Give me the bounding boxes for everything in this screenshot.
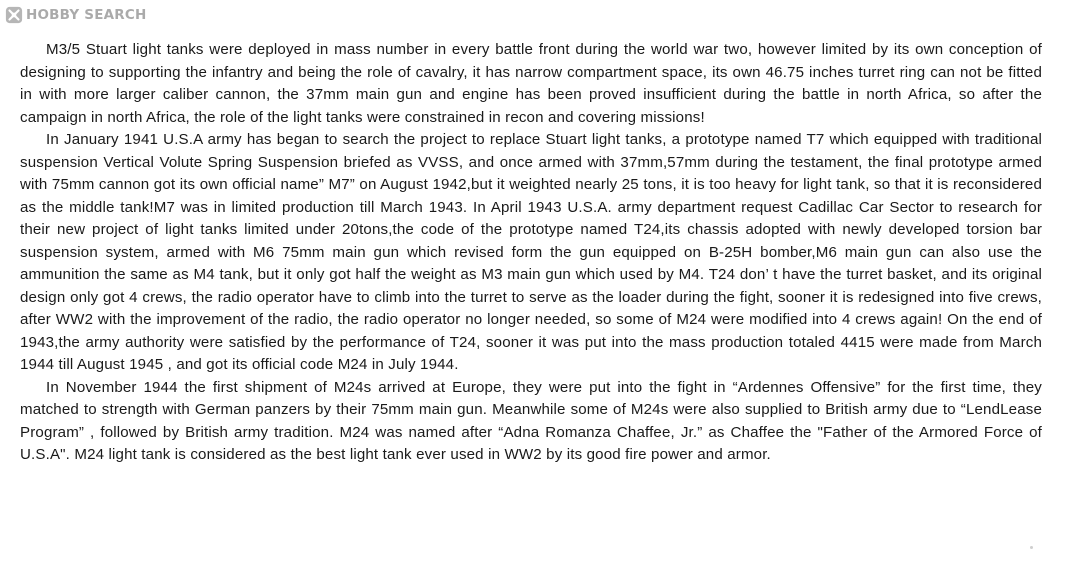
paragraph-m24-service: In November 1944 the first shipment of M24s arrived at Europe, they were put into the fight in “Ardennes Offensive” for the first time, they matched to strength with German panzers by their 75mm main gun. Meanwhile some of M24s were also supplied to British army due to “LendLease Program” , followed by British army tradition. M24 was named after “Adna Romanza Chaffee, Jr.” as Chaffee the "Father of the Armored Force of U.S.A". M24 light tank is considered as the best light tank ever used in WW2 by its good fire power and armor. — [20, 378, 1042, 463]
paragraph-stuart-limitations: M3/5 Stuart light tanks were deployed in mass number in every battle front during the world war two, however limited by its own conception of designing to supporting the infantry and being the role of cavalry, it has narrow compartment space, its own 46.75 inches turret ring can not be fitted in with more larger caliber cannon, the 37mm main gun and engine has been proved insufficient during the battle in north Africa, so after the campaign in north Africa, the role of the light tanks were constrained in recon and covering missions! — [20, 41, 1042, 126]
scan-speck — [1030, 546, 1033, 549]
hobby-search-watermark — [5, 5, 147, 25]
watermark-text: HOBBY SEARCH — [26, 7, 147, 23]
hobby-search-logo-icon — [5, 6, 23, 24]
article-body — [20, 39, 1042, 467]
paragraph-m24-development: In January 1941 U.S.A army has began to search the project to replace Stuart light tanks, a prototype named T7 which equipped with traditional suspension Vertical Volute Spring Suspension briefed as VVSS, and once armed with 37mm,57mm during the testament, the final prototype armed with 75mm cannon got its own official name” M7” on August 1942,but it weighted nearly 25 tons, it is too heavy for light tank, so that it is reconsidered as the middle tank!M7 was in limited production till March 1943. In April 1943 U.S.A. army department request Cadillac Car Sector to research for their new project of light tanks limited under 20tons,the code of the prototype named T24,its chassis adopted with newly developed torsion bar suspension system, armed with M6 75mm main gun which revised form the gun equipped on B-25H bomber,M6 main gun can also use the ammunition the same as M4 tank, but it only got half the weight as M3 main gun which used by M4. T24 don’ t have the turret basket, and its original design only got 4 crews, the radio operator have to climb into the turret to serve as the loader during the fight, sooner it is redesigned into five crews, after WW2 with the improvement of the radio, the radio operator no longer needed, so some of M24 were modified into 4 crews again! On the end of 1943,the army authority were satisfied by the performance of T24, sooner it was put into the mass production totaled 4415 were made from March 1944 till August 1945 , and got its official code M24 in July 1944. — [20, 131, 1042, 373]
